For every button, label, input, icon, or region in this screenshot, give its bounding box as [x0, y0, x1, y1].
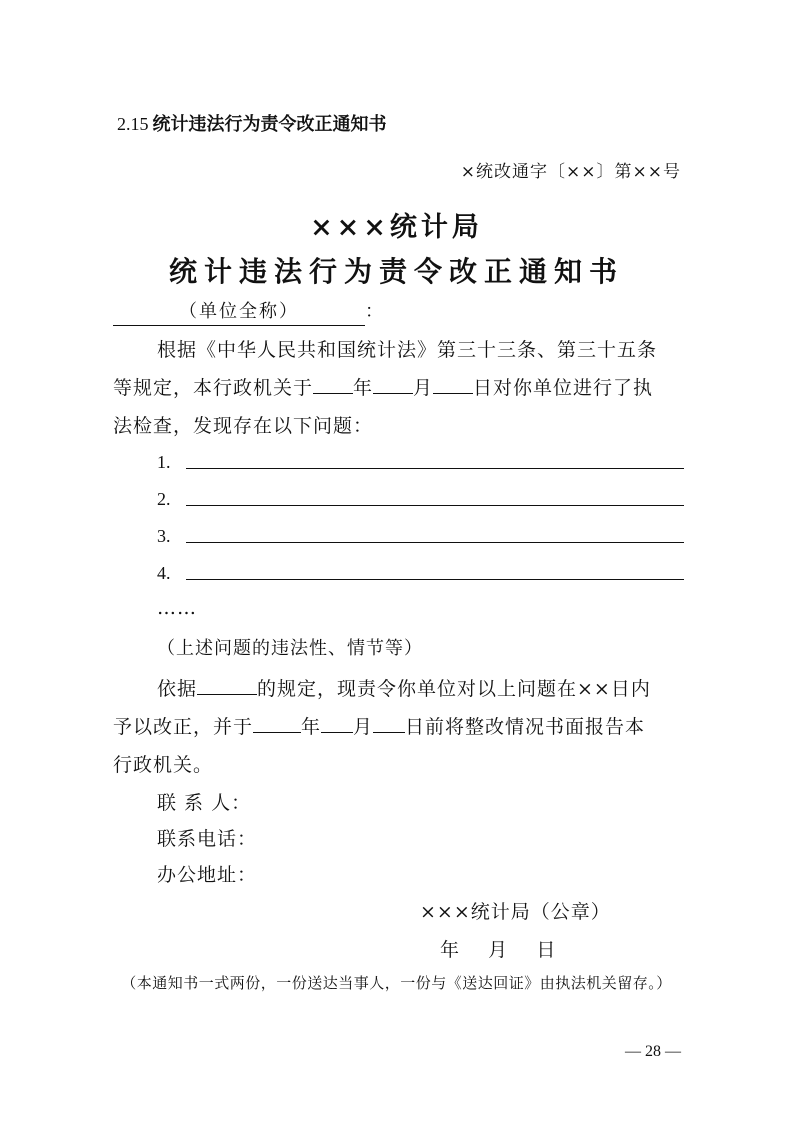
legal-basis-blank: [197, 676, 257, 695]
contact-person-label: 联 系 人：: [157, 792, 252, 814]
report-month-blank: [321, 714, 353, 733]
para1-line3: 法检查，发现存在以下问题：: [113, 415, 374, 437]
para2-line2: [113, 712, 645, 739]
problem-item-number: 1.: [157, 452, 171, 472]
addressee-placeholder: （单位全称）: [113, 297, 365, 326]
report-year-blank: [253, 714, 301, 733]
problem-item-number: 3.: [157, 526, 171, 546]
office-address-label: 办公地址：: [157, 864, 258, 886]
para2-line1: [157, 674, 651, 701]
addressee-line: [113, 297, 383, 326]
para1-year: 年: [353, 377, 374, 399]
section-number: 2.15: [117, 114, 149, 134]
contact-phone-label: 联系电话：: [157, 828, 258, 850]
footer-note: （本通知书一式两份，一份送达当事人，一份与《送达回证》由执法机关留存。）: [121, 974, 672, 992]
section-heading: [117, 110, 387, 136]
inspection-year-blank: [313, 375, 353, 394]
section-title: 统计违法行为责令改正通知书: [152, 114, 387, 135]
report-day-blank: [373, 714, 405, 733]
para1-text-a: 等规定，本行政机关于: [113, 377, 314, 399]
document-number: ×统改通字〔××〕第××号: [460, 162, 681, 182]
signature-date: 年 月 日: [440, 939, 557, 961]
issuer-seal: ×××统计局（公章）: [420, 901, 611, 923]
problem-item-line: [186, 542, 684, 543]
para1-line2: [113, 373, 653, 400]
addressee-colon: ：: [365, 301, 383, 322]
inspection-day-blank: [433, 375, 473, 394]
para2-year: 年: [301, 716, 322, 738]
problem-item-number: 4.: [157, 563, 171, 583]
problem-item-line: [186, 579, 684, 580]
notice-title: 统计违法行为责令改正通知书: [168, 255, 624, 288]
problem-note: （上述问题的违法性、情节等）: [157, 638, 423, 659]
inspection-month-blank: [373, 375, 413, 394]
issuer-title: ×××统计局: [310, 212, 483, 243]
para1-text-b: 日对你单位进行了执: [473, 377, 654, 399]
para2-line3: 行政机关。: [113, 754, 214, 776]
problem-item-number: 2.: [157, 489, 171, 509]
para2-text-b: 的规定，现责令你单位对以上问题在××日内: [257, 678, 651, 700]
problem-item-line: [186, 505, 684, 506]
para2-text-a: 依据: [157, 678, 198, 700]
page-number: — 28 —: [625, 1043, 681, 1060]
para1-month: 月: [413, 377, 434, 399]
para2-text-c: 予以改正，并于: [113, 716, 254, 738]
problem-item-line: [186, 468, 684, 469]
para2-month: 月: [353, 716, 374, 738]
para1-line1: 根据《中华人民共和国统计法》第三十三条、第三十五条: [157, 339, 658, 361]
ellipsis: ……: [157, 597, 197, 619]
para2-text-d: 日前将整改情况书面报告本: [405, 716, 646, 738]
